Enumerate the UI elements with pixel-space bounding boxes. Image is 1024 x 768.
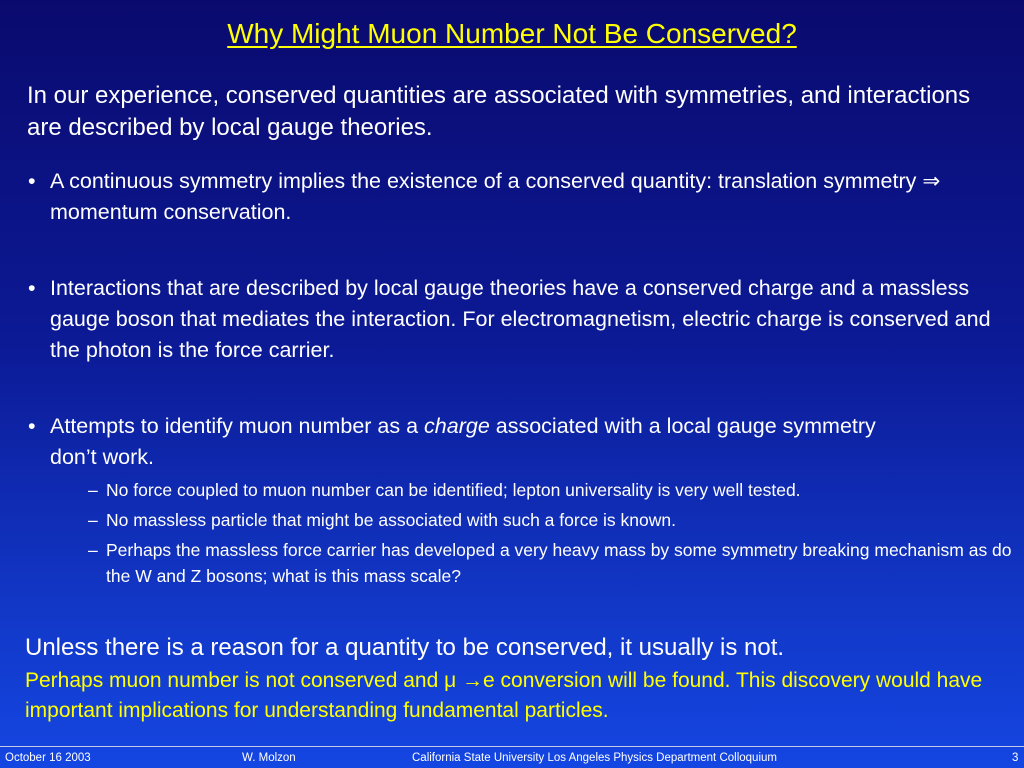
conclusion-statement: Unless there is a reason for a quantity to be conserved, it usually is not. <box>25 634 785 661</box>
bullet-item-muon-charge <box>28 411 928 473</box>
bullet-text-italic-charge: charge <box>424 414 490 438</box>
bullet-item-gauge-theories <box>28 273 1013 366</box>
footer-venue: California State University Los Angeles Physics Department Colloquium <box>412 752 777 764</box>
sub-bullet-marker: – <box>88 510 98 530</box>
sub-bullet-item <box>88 477 801 503</box>
bullet-marker: • <box>28 276 36 300</box>
footer-author: W. Molzon <box>242 752 296 764</box>
bullet-text: Interactions that are described by local gauge theories have a conserved charge and a massless gauge boson that mediates the interaction. For electromagnetism, electric charge is conserved and the photon is the force carrier. <box>50 276 991 362</box>
sub-bullet-text: No force coupled to muon number can be identified; lepton universality is very well tested. <box>106 480 801 500</box>
sub-bullet-item <box>88 537 1013 589</box>
bullet-text-end: associated with a local gauge symmetry don’t work. <box>50 414 876 469</box>
intro-paragraph: In our experience, conserved quantities are associated with symmetries, and interactions are described by local gauge theories. <box>27 82 971 141</box>
bullet-text <box>50 411 928 473</box>
sub-bullet-marker: – <box>88 480 98 500</box>
footer-divider <box>0 746 1024 747</box>
bullet-text-start: Attempts to identify muon number as a <box>50 414 425 438</box>
bullet-text: A continuous symmetry implies the existence of a conserved quantity: translation symmetry ⇒ momentum conservation. <box>50 169 941 224</box>
slide-title: Why Might Muon Number Not Be Conserved? <box>227 18 797 49</box>
bullet-marker: • <box>28 414 36 438</box>
footer-date: October 16 2003 <box>5 752 91 764</box>
sub-bullet-text: Perhaps the massless force carrier has developed a very heavy mass by some symmetry breaking mechanism as do the W and Z bosons; what is this mass scale? <box>106 540 1012 586</box>
sub-bullet-text: No massless particle that might be associated with such a force is known. <box>106 510 676 530</box>
footer-page-number: 3 <box>1012 752 1019 764</box>
sub-bullet-item <box>88 507 676 533</box>
bullet-marker: • <box>28 169 36 193</box>
bullet-item-symmetry <box>28 166 988 228</box>
implication-statement: Perhaps muon number is not conserved and μ →e conversion will be found. This discovery would have important implications for understanding fundamental particles. <box>25 669 983 722</box>
sub-bullet-marker: – <box>88 540 98 560</box>
